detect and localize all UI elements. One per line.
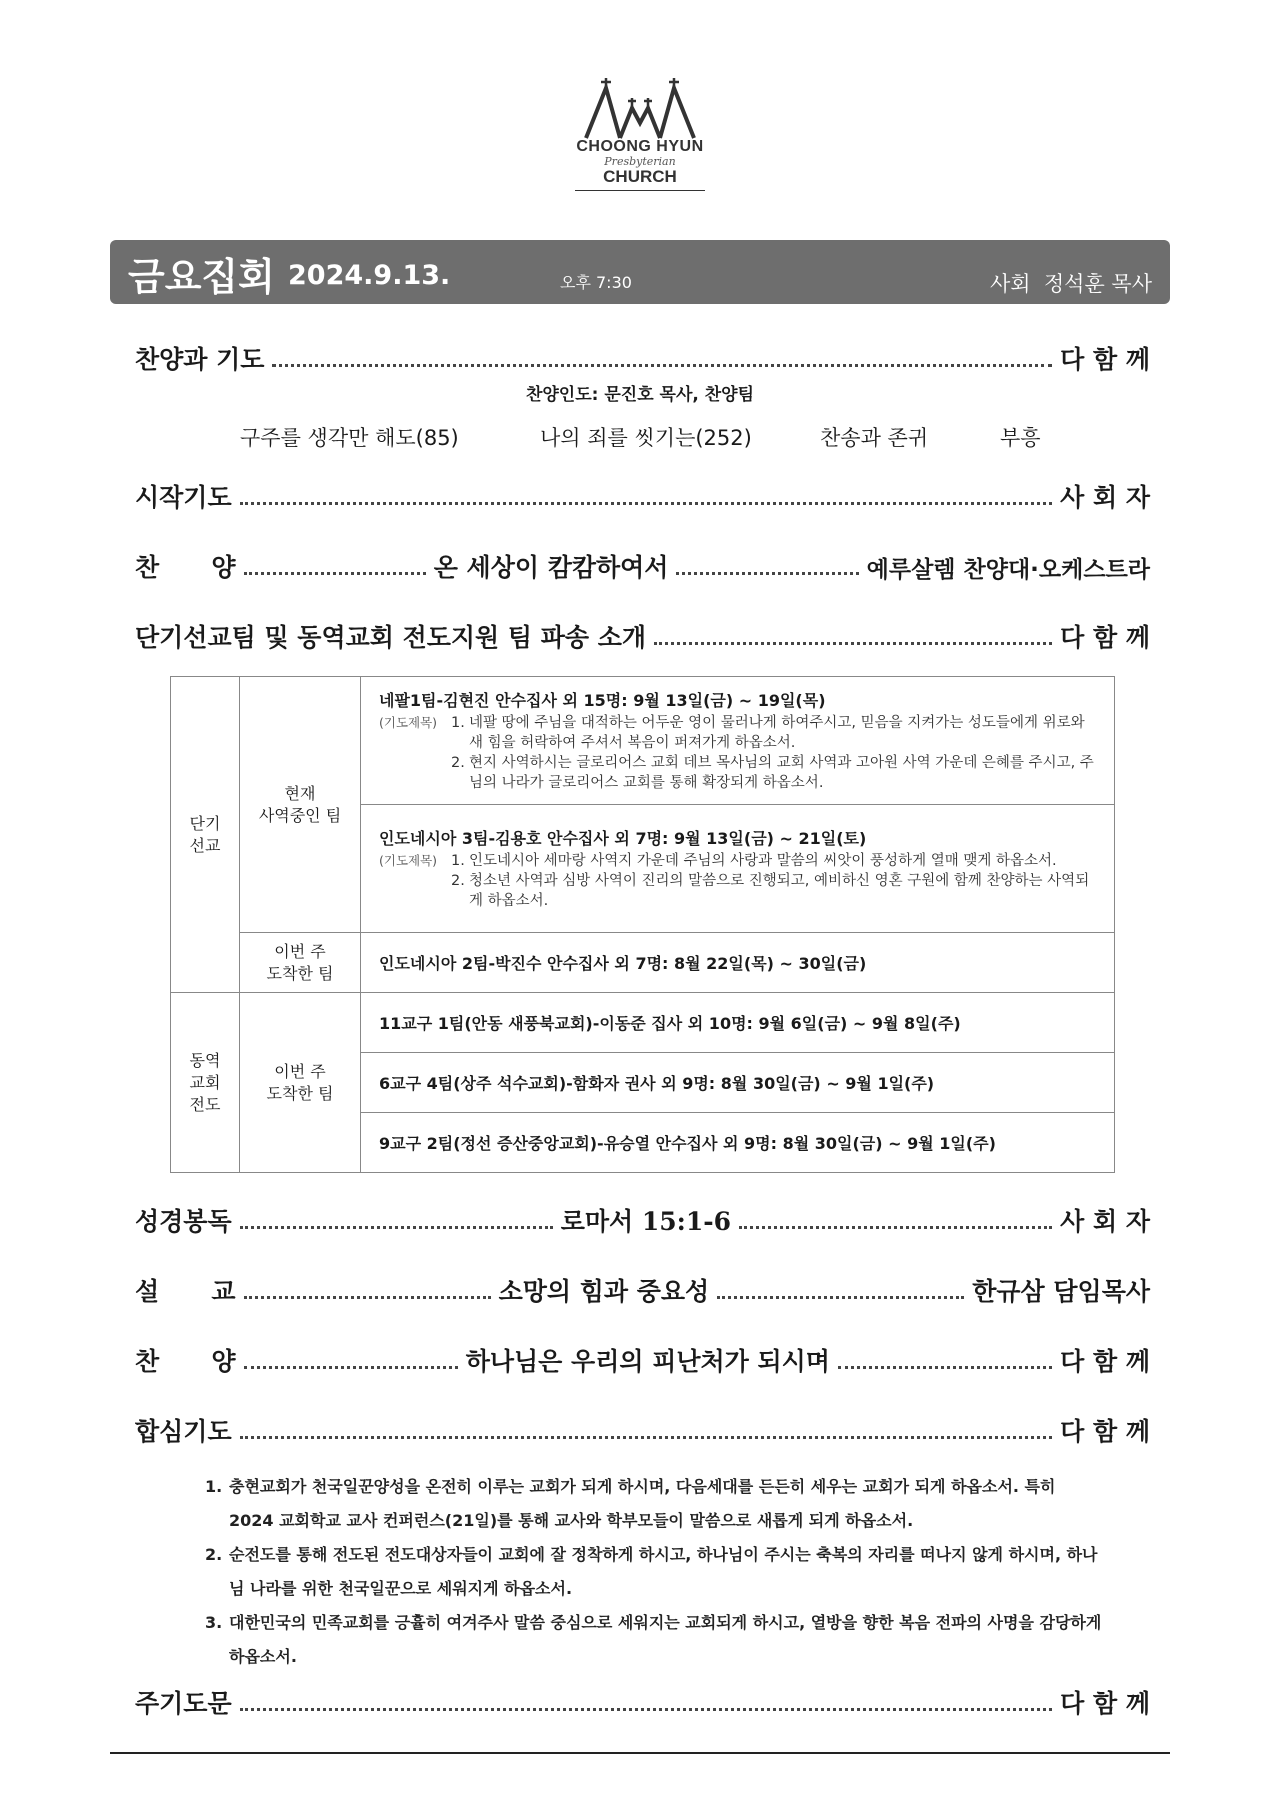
list-item: 2. 순전도를 통해 전도된 전도대상자들이 교회에 잘 정착하게 하시고, 하나님이 주시는 축복의 자리를 떠나지 않게 하시며, 하나님 나라를 위한 천국일꾼으로 세워지게 하옵소서. <box>205 1538 1105 1606</box>
order-right: 예루살렘 찬양대·오케스트라 <box>866 557 1151 583</box>
leader-dots <box>240 502 1053 505</box>
prayer-item: 청소년 사역과 심방 사역이 진리의 말씀으로 진행되고, 예비하신 영혼 구원에 함께 찬양하는 사역되게 하옵소서. <box>469 873 1090 909</box>
leader-dots <box>244 1296 491 1299</box>
order-label: 성경봉독 <box>135 1207 232 1236</box>
service-header <box>110 240 1170 304</box>
order-mission-intro <box>135 616 1150 654</box>
order-title: 로마서 15:1-6 <box>560 1207 732 1236</box>
logo-rule <box>575 190 705 191</box>
service-leader: 사회 정석훈 목사 <box>989 272 1152 296</box>
team-nepal <box>361 677 1115 805</box>
order-praise <box>135 338 1150 376</box>
order-right: 사 회 자 <box>1060 1207 1150 1236</box>
prayer-text: 순전도를 통해 전도된 전도대상자들이 교회에 잘 정착하게 하시고, 하나님이 주시는 축복의 자리를 떠나지 않게 하시며, 하나님 나라를 위한 천국일꾼으로 세워지게 하옵소서. <box>229 1545 1098 1598</box>
order-title: 소망의 힘과 중요성 <box>498 1277 710 1306</box>
church-spires-icon <box>580 78 700 140</box>
team-indonesia-3 <box>361 805 1115 933</box>
cat-arrived: 이번 주 도착한 팀 <box>240 933 361 993</box>
prayer-text: 충현교회가 천국일꾼양성을 온전히 이루는 교회가 되게 하시며, 다음세대를 든든히 세우는 교회가 되게 하옵소서. 특히 2024 교회학교 교사 컨퍼런스(21일)를 통해 교사와 학부모들이 말씀으로 새롭게 되게 하옵소서. <box>229 1477 1056 1530</box>
order-label: 시작기도 <box>135 483 232 512</box>
leader-dots <box>654 642 1052 645</box>
bottom-rule <box>110 1752 1170 1754</box>
order-label: 찬 양 <box>135 553 236 582</box>
order-right: 다 함 께 <box>1060 623 1150 652</box>
leader-dots <box>717 1296 964 1299</box>
order-right: 사 회 자 <box>1060 483 1150 512</box>
order-unison-prayer <box>135 1410 1150 1448</box>
order-right: 다 함 께 <box>1060 1417 1150 1446</box>
prayer-item: 네팔 땅에 주님을 대적하는 어두운 영이 물러나게 하여주시고, 믿음을 지켜가는 성도들에게 위로와 새 힘을 허락하여 주셔서 복음이 퍼져가게 하옵소서. <box>469 715 1085 751</box>
team-indonesia-2: 인도네시아 2팀-박진수 안수집사 외 7명: 8월 22일(목) ~ 30일(금) <box>361 933 1115 993</box>
order-right: 다 함 께 <box>1060 1347 1151 1376</box>
order-label: 찬양과 기도 <box>135 345 265 374</box>
order-scripture <box>135 1200 1150 1238</box>
order-choir <box>135 546 1150 584</box>
cat-active: 현재 사역중인 팀 <box>240 677 361 933</box>
order-label: 주기도문 <box>135 1689 232 1718</box>
logo-line-2: Presbyterian <box>604 155 676 168</box>
order-label: 찬 양 <box>135 1347 236 1376</box>
order-label: 설 교 <box>135 1277 236 1306</box>
service-time: 오후 7:30 <box>560 273 632 292</box>
prayer-item: 현지 사역하시는 글로리어스 교회 데브 목사님의 교회 사역과 고아원 사역 가운데 은혜를 주시고, 주님의 나라가 글로리어스 교회를 통해 확장되게 하옵소서. <box>469 755 1094 791</box>
partner-team-3: 9교구 2팀(정선 증산중앙교회)-유승열 안수집사 외 9명: 8월 30일(금) ~ 9월 1일(주) <box>361 1113 1115 1173</box>
prayer-tag: (기도제목) <box>379 853 438 868</box>
leader-dots <box>240 1436 1053 1439</box>
order-right: 다 함 께 <box>1060 1689 1150 1718</box>
praise-leader: 찬양인도: 문진호 목사, 찬양팀 <box>525 385 755 405</box>
cat-short-term: 단기 선교 <box>171 677 240 993</box>
church-logo <box>570 78 710 208</box>
prayer-item: 인도네시아 세마랑 사역지 가운데 주님의 사랑과 말씀의 씨앗이 풍성하게 열매 맺게 하옵소서. <box>469 853 1057 869</box>
order-label: 단기선교팀 및 동역교회 전도지원 팀 파송 소개 <box>135 623 647 652</box>
order-lords-prayer <box>135 1682 1150 1720</box>
team-head: 인도네시아 3팀-김용호 안수집사 외 7명: 9월 13일(금) ~ 21일(토) <box>379 829 867 848</box>
order-opening-prayer <box>135 476 1150 514</box>
team-head: 네팔1팀-김현진 안수집사 외 15명: 9월 13일(금) ~ 19일(목) <box>379 691 826 710</box>
leader-dots <box>739 1226 1052 1229</box>
prayer-list <box>205 1470 1105 1674</box>
cat-arrived-partner: 이번 주 도착한 팀 <box>240 993 361 1173</box>
leader-dots <box>244 1366 458 1369</box>
logo-line-3: CHURCH <box>603 167 677 186</box>
leader-dots <box>240 1226 553 1229</box>
cat-partner: 동역 교회 전도 <box>171 993 240 1173</box>
order-right: 한규삼 담임목사 <box>972 1277 1150 1306</box>
list-item: 3. 대한민국의 민족교회를 긍휼히 여겨주사 말씀 중심으로 세워지는 교회되게 하시고, 열방을 향한 복음 전파의 사명을 감당하게 하옵소서. <box>205 1606 1105 1674</box>
leader-dots <box>676 572 858 575</box>
hymn-3: 찬송과 존귀 <box>820 426 929 450</box>
hymn-4: 부흥 <box>1000 426 1041 450</box>
prayer-tag: (기도제목) <box>379 715 438 730</box>
order-label: 합심기도 <box>135 1417 232 1446</box>
service-title: 금요집회 <box>128 255 275 299</box>
partner-team-2: 6교구 4팀(상주 석수교회)-함화자 권사 외 9명: 8월 30일(금) ~ 9월 1일(주) <box>361 1053 1115 1113</box>
partner-team-1: 11교구 1팀(안동 새풍북교회)-이동준 집사 외 10명: 9월 6일(금) ~ 9월 8일(주) <box>361 993 1115 1053</box>
order-hymn <box>135 1340 1150 1378</box>
mission-table <box>170 676 1115 1173</box>
leader-dots <box>240 1708 1053 1711</box>
list-item: 1. 충현교회가 천국일꾼양성을 온전히 이루는 교회가 되게 하시며, 다음세대를 든든히 세우는 교회가 되게 하옵소서. 특히 2024 교회학교 교사 컨퍼런스(21일)를 통해 교사와 학부모들이 말씀으로 새롭게 되게 하옵소서. <box>205 1470 1105 1538</box>
leader-dots <box>838 1366 1052 1369</box>
hymn-2: 나의 죄를 씻기는(252) <box>540 426 752 450</box>
prayer-text: 대한민국의 민족교회를 긍휼히 여겨주사 말씀 중심으로 세워지는 교회되게 하시고, 열방을 향한 복음 전파의 사명을 감당하게 하옵소서. <box>229 1613 1102 1666</box>
logo-line-1: CHOONG HYUN <box>576 138 704 155</box>
leader-dots <box>272 364 1052 367</box>
prayer-topics: (기도제목) 1. 인도네시아 세마랑 사역지 가운데 주님의 사랑과 말씀의 씨앗이 풍성하게 열매 맺게 하옵소서. 2. 청소년 사역과 심방 사역이 진리의 말씀으로 진행되고, 예비하신 영혼 구원에 함께 찬양하는 사역되게 하옵소서. <box>379 851 1100 911</box>
service-date: 2024.9.13. <box>288 260 451 291</box>
order-title: 하나님은 우리의 피난처가 되시며 <box>465 1347 830 1376</box>
order-sermon <box>135 1270 1150 1308</box>
leader-dots <box>244 572 426 575</box>
order-right: 다 함 께 <box>1060 345 1150 374</box>
order-title: 온 세상이 캄캄하여서 <box>433 553 669 582</box>
hymn-1: 구주를 생각만 해도(85) <box>240 426 459 450</box>
prayer-topics: (기도제목) 1. 네팔 땅에 주님을 대적하는 어두운 영이 물러나게 하여주시고, 믿음을 지켜가는 성도들에게 위로와 새 힘을 허락하여 주셔서 복음이 퍼져가게 하옵소서. 2. 현지 사역하시는 글로리어스 교회 데브 목사님의 교회 사역과 고아원 사역 가운데 은혜를 주시고, 주님의 나라가 글로리어스 교회를 통해 확장되게 하옵소서. <box>379 713 1100 793</box>
